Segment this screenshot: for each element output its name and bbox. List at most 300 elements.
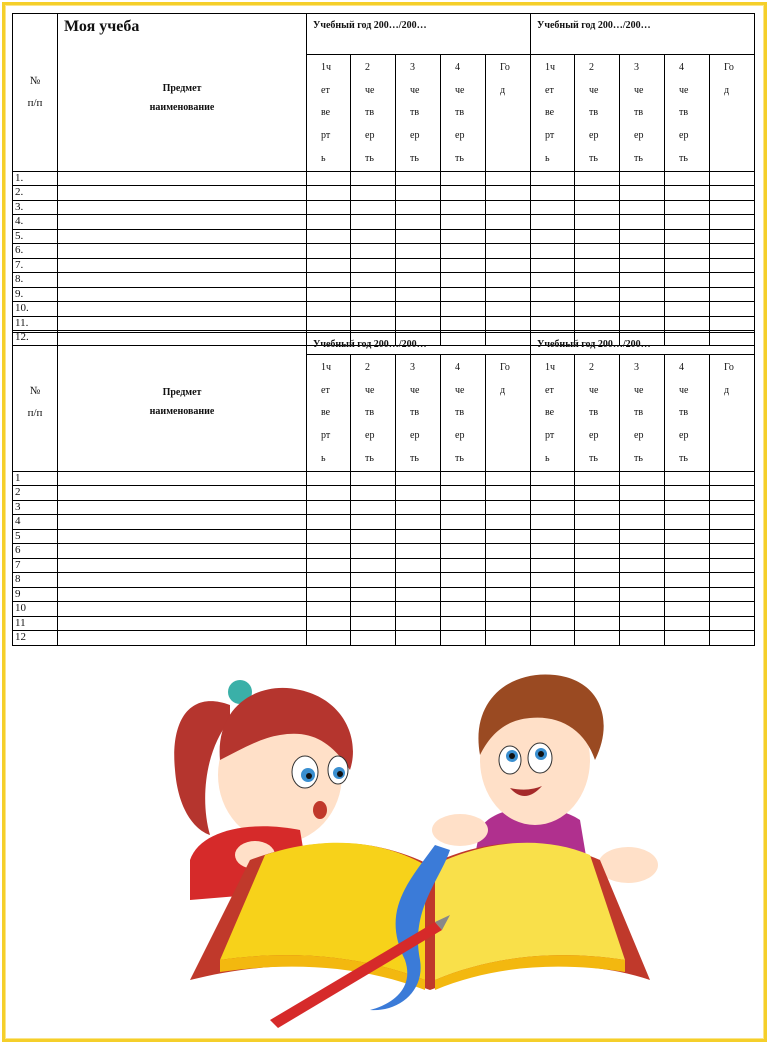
grade-cell[interactable]	[441, 287, 486, 302]
grade-cell[interactable]	[351, 558, 396, 573]
subject-cell[interactable]	[58, 200, 307, 215]
grade-cell[interactable]	[396, 287, 441, 302]
grade-cell[interactable]	[575, 273, 620, 288]
subject-header-line: Предмет	[162, 386, 202, 398]
subject-cell[interactable]	[58, 602, 307, 617]
subject-cell[interactable]	[58, 215, 307, 230]
grade-cell[interactable]	[486, 302, 531, 317]
grade-cell[interactable]	[710, 229, 755, 244]
grade-cell[interactable]	[351, 186, 396, 201]
grade-cell[interactable]	[486, 215, 531, 230]
row-number: 3	[13, 500, 58, 515]
grade-cell[interactable]	[351, 500, 396, 515]
row-number: 4	[13, 515, 58, 530]
grade-cell[interactable]	[486, 529, 531, 544]
grade-cell[interactable]	[575, 229, 620, 244]
grade-cell[interactable]	[575, 316, 620, 331]
grade-cell[interactable]	[441, 631, 486, 646]
grade-cell[interactable]	[351, 631, 396, 646]
grade-cell[interactable]	[351, 258, 396, 273]
grade-cell[interactable]	[710, 486, 755, 501]
grade-cell[interactable]	[307, 515, 351, 530]
quarter-label: 3 че тв ер ть	[410, 62, 420, 164]
grade-cell[interactable]	[620, 587, 665, 602]
quarter-header	[710, 355, 755, 472]
grade-cell[interactable]	[441, 529, 486, 544]
grade-cell[interactable]	[575, 471, 620, 486]
grade-cell[interactable]	[710, 186, 755, 201]
grade-cell[interactable]	[396, 587, 441, 602]
grade-cell[interactable]	[396, 215, 441, 230]
grade-cell[interactable]	[710, 529, 755, 544]
grade-cell[interactable]	[665, 171, 710, 186]
grade-cell[interactable]	[307, 302, 351, 317]
grade-cell[interactable]	[486, 544, 531, 559]
quarter-label: 2 че тв ер ть	[589, 62, 599, 164]
subject-cell[interactable]	[58, 287, 307, 302]
grade-cell[interactable]	[710, 515, 755, 530]
row-number: 11	[13, 616, 58, 631]
grade-cell[interactable]	[307, 186, 351, 201]
table-row	[13, 587, 755, 602]
grade-cell[interactable]	[486, 602, 531, 617]
grade-cell[interactable]	[486, 515, 531, 530]
subject-cell[interactable]	[58, 486, 307, 501]
school-year-header: Учебный год 200…/200…	[307, 14, 531, 55]
grade-cell[interactable]	[486, 573, 531, 588]
grade-cell[interactable]	[620, 273, 665, 288]
grade-cell[interactable]	[351, 515, 396, 530]
grade-cell[interactable]	[531, 602, 575, 617]
grade-cell[interactable]	[396, 602, 441, 617]
grade-cell[interactable]	[351, 587, 396, 602]
grade-cell[interactable]	[351, 229, 396, 244]
grade-cell[interactable]	[665, 558, 710, 573]
grade-cell[interactable]	[620, 302, 665, 317]
subject-cell[interactable]	[58, 244, 307, 259]
subject-cell[interactable]	[58, 171, 307, 186]
grade-cell[interactable]	[710, 302, 755, 317]
grade-cell[interactable]	[307, 602, 351, 617]
grade-cell[interactable]	[575, 500, 620, 515]
grade-cell[interactable]	[396, 302, 441, 317]
row-number: 6	[13, 544, 58, 559]
grade-cell[interactable]	[531, 558, 575, 573]
table-row	[13, 544, 755, 559]
grade-cell[interactable]	[351, 544, 396, 559]
grade-cell[interactable]	[307, 273, 351, 288]
subject-cell[interactable]	[58, 616, 307, 631]
quarter-label: 4 че тв ер ть	[455, 362, 465, 464]
grade-cell[interactable]	[665, 602, 710, 617]
grade-cell[interactable]	[307, 486, 351, 501]
row-number: 5	[13, 529, 58, 544]
grade-cell[interactable]	[710, 287, 755, 302]
grade-cell[interactable]	[396, 471, 441, 486]
grade-cell[interactable]	[307, 500, 351, 515]
grade-cell[interactable]	[575, 287, 620, 302]
grade-cell[interactable]	[665, 215, 710, 230]
grade-cell[interactable]	[531, 171, 575, 186]
grade-cell[interactable]	[486, 273, 531, 288]
grade-cell[interactable]	[351, 302, 396, 317]
grade-cell[interactable]	[710, 200, 755, 215]
grade-cell[interactable]	[396, 500, 441, 515]
quarter-header	[620, 55, 665, 172]
grade-cell[interactable]	[710, 573, 755, 588]
grade-cell[interactable]	[531, 529, 575, 544]
grade-cell[interactable]	[307, 558, 351, 573]
grade-cell[interactable]	[710, 244, 755, 259]
grade-cell[interactable]	[665, 471, 710, 486]
grade-cell[interactable]	[620, 186, 665, 201]
grade-cell[interactable]	[531, 616, 575, 631]
grade-cell[interactable]	[531, 302, 575, 317]
grade-cell[interactable]	[620, 316, 665, 331]
grade-cell[interactable]	[710, 544, 755, 559]
grade-cell[interactable]	[441, 302, 486, 317]
grade-cell[interactable]	[531, 287, 575, 302]
subject-cell[interactable]	[58, 471, 307, 486]
grade-cell[interactable]	[665, 587, 710, 602]
row-number: 1.	[13, 171, 58, 186]
quarter-header	[307, 55, 351, 172]
grade-cell[interactable]	[396, 244, 441, 259]
table-row	[13, 244, 755, 259]
grade-cell[interactable]	[710, 616, 755, 631]
grade-cell[interactable]	[486, 500, 531, 515]
subject-header-line: наименование	[149, 102, 215, 114]
grade-cell[interactable]	[441, 229, 486, 244]
grade-cell[interactable]	[441, 558, 486, 573]
subject-cell[interactable]	[58, 316, 307, 331]
grade-cell[interactable]	[351, 573, 396, 588]
subject-cell[interactable]	[58, 258, 307, 273]
grade-cell[interactable]	[486, 471, 531, 486]
grade-cell[interactable]	[351, 471, 396, 486]
grade-cell[interactable]	[351, 273, 396, 288]
grade-cell[interactable]	[351, 215, 396, 230]
grade-cell[interactable]	[307, 229, 351, 244]
grade-cell[interactable]	[396, 573, 441, 588]
grade-cell[interactable]	[307, 573, 351, 588]
number-header-line: п/п	[27, 406, 43, 419]
grade-cell[interactable]	[307, 244, 351, 259]
row-number: 2	[13, 486, 58, 501]
grade-cell[interactable]	[441, 471, 486, 486]
grade-cell[interactable]	[486, 258, 531, 273]
subject-cell[interactable]	[58, 273, 307, 288]
grade-cell[interactable]	[486, 244, 531, 259]
grade-cell[interactable]	[486, 486, 531, 501]
grade-cell[interactable]	[486, 616, 531, 631]
grade-cell[interactable]	[620, 171, 665, 186]
grade-cell[interactable]	[396, 186, 441, 201]
row-number: 2.	[13, 186, 58, 201]
grade-cell[interactable]	[351, 602, 396, 617]
school-year-header: Учебный год 200…/200…	[531, 14, 755, 55]
grade-cell[interactable]	[486, 287, 531, 302]
grade-cell[interactable]	[575, 200, 620, 215]
row-number: 8	[13, 573, 58, 588]
grade-cell[interactable]	[396, 229, 441, 244]
grade-cell[interactable]	[531, 200, 575, 215]
grade-cell[interactable]	[531, 316, 575, 331]
grade-cell[interactable]	[575, 171, 620, 186]
grade-cell[interactable]	[620, 602, 665, 617]
grade-cell[interactable]	[620, 287, 665, 302]
grade-cell[interactable]	[575, 486, 620, 501]
grade-cell[interactable]	[710, 587, 755, 602]
grade-cell[interactable]	[486, 631, 531, 646]
grade-cell[interactable]	[531, 587, 575, 602]
grade-cell[interactable]	[620, 471, 665, 486]
grade-cell[interactable]	[710, 558, 755, 573]
grade-cell[interactable]	[441, 602, 486, 617]
grade-cell[interactable]	[396, 529, 441, 544]
grade-cell[interactable]	[665, 244, 710, 259]
grade-cell[interactable]	[396, 258, 441, 273]
quarter-label: 1ч ет ве рт ь	[545, 62, 556, 164]
grade-cell[interactable]	[351, 486, 396, 501]
grade-cell[interactable]	[575, 602, 620, 617]
grade-cell[interactable]	[351, 529, 396, 544]
grade-cell[interactable]	[396, 316, 441, 331]
grade-cell[interactable]	[575, 258, 620, 273]
grade-cell[interactable]	[531, 258, 575, 273]
row-number: 12	[13, 631, 58, 646]
grade-cell[interactable]	[396, 200, 441, 215]
grade-cell[interactable]	[486, 558, 531, 573]
grade-cell[interactable]	[531, 544, 575, 559]
grade-cell[interactable]	[307, 587, 351, 602]
grade-cell[interactable]	[441, 587, 486, 602]
grade-cell[interactable]	[710, 273, 755, 288]
grade-cell[interactable]	[441, 244, 486, 259]
grade-cell[interactable]	[531, 186, 575, 201]
grade-cell[interactable]	[710, 316, 755, 331]
grade-cell[interactable]	[620, 573, 665, 588]
grade-cell[interactable]	[665, 515, 710, 530]
subject-cell[interactable]	[58, 515, 307, 530]
grade-cell[interactable]	[531, 486, 575, 501]
subject-cell[interactable]	[58, 558, 307, 573]
grade-cell[interactable]	[710, 602, 755, 617]
grade-cell[interactable]	[441, 215, 486, 230]
grade-cell[interactable]	[665, 316, 710, 331]
grade-cell[interactable]	[620, 229, 665, 244]
grade-cell[interactable]	[486, 587, 531, 602]
quarter-label: Го д	[724, 62, 734, 96]
grade-cell[interactable]	[307, 200, 351, 215]
grade-cell[interactable]	[620, 631, 665, 646]
subject-cell[interactable]	[58, 544, 307, 559]
grade-cell[interactable]	[351, 287, 396, 302]
grade-cell[interactable]	[441, 500, 486, 515]
grade-cell[interactable]	[441, 573, 486, 588]
grade-cell[interactable]	[575, 215, 620, 230]
grade-cell[interactable]	[396, 544, 441, 559]
grade-cell[interactable]	[665, 273, 710, 288]
grade-cell[interactable]	[307, 171, 351, 186]
grade-cell[interactable]	[665, 302, 710, 317]
grade-cell[interactable]	[665, 529, 710, 544]
row-number: 9.	[13, 287, 58, 302]
grade-cell[interactable]	[620, 529, 665, 544]
grade-cell[interactable]	[575, 616, 620, 631]
subject-cell[interactable]	[58, 500, 307, 515]
quarter-label: 2 че тв ер ть	[365, 362, 375, 464]
grade-cell[interactable]	[575, 544, 620, 559]
grade-cell[interactable]	[486, 229, 531, 244]
grade-cell[interactable]	[531, 515, 575, 530]
grade-cell[interactable]	[531, 244, 575, 259]
quarter-label: 1ч ет ве рт ь	[321, 362, 332, 464]
grade-cell[interactable]	[307, 471, 351, 486]
grade-cell[interactable]	[665, 258, 710, 273]
grade-cell[interactable]	[307, 215, 351, 230]
table-row	[13, 200, 755, 215]
row-number: 1	[13, 471, 58, 486]
quarter-header	[351, 355, 396, 472]
row-number: 7.	[13, 258, 58, 273]
grade-cell[interactable]	[441, 544, 486, 559]
grade-cell[interactable]	[665, 486, 710, 501]
subject-cell[interactable]	[58, 529, 307, 544]
grade-cell[interactable]	[665, 186, 710, 201]
subject-cell[interactable]	[58, 631, 307, 646]
grade-cell[interactable]	[486, 200, 531, 215]
grade-cell[interactable]	[396, 486, 441, 501]
grade-cell[interactable]	[575, 573, 620, 588]
subject-cell[interactable]	[58, 186, 307, 201]
grade-cell[interactable]	[620, 215, 665, 230]
grade-cell[interactable]	[710, 500, 755, 515]
grade-cell[interactable]	[575, 302, 620, 317]
grade-cell[interactable]	[351, 200, 396, 215]
quarter-label: 3 че тв ер ть	[634, 62, 644, 164]
grade-cell[interactable]	[351, 244, 396, 259]
grade-cell[interactable]	[441, 186, 486, 201]
grade-cell[interactable]	[531, 631, 575, 646]
grade-cell[interactable]	[441, 171, 486, 186]
header-row	[13, 333, 755, 355]
grade-cell[interactable]	[665, 631, 710, 646]
grade-cell[interactable]	[710, 258, 755, 273]
grade-cell[interactable]	[307, 631, 351, 646]
grade-cell[interactable]	[396, 631, 441, 646]
table-row	[13, 602, 755, 617]
grade-cell[interactable]	[486, 171, 531, 186]
grade-cell[interactable]	[620, 244, 665, 259]
subject-cell[interactable]	[58, 229, 307, 244]
table-row	[13, 171, 755, 186]
grade-cell[interactable]	[396, 171, 441, 186]
subject-cell[interactable]	[58, 587, 307, 602]
grade-cell[interactable]	[396, 558, 441, 573]
grade-cell[interactable]	[531, 471, 575, 486]
grade-cell[interactable]	[307, 529, 351, 544]
grade-cell[interactable]	[665, 229, 710, 244]
grade-cell[interactable]	[575, 631, 620, 646]
grade-cell[interactable]	[665, 544, 710, 559]
children-reading-illustration	[150, 660, 670, 1030]
subject-cell[interactable]	[58, 573, 307, 588]
grade-cell[interactable]	[351, 171, 396, 186]
grade-cell[interactable]	[531, 273, 575, 288]
table-row	[13, 500, 755, 515]
grade-cell[interactable]	[396, 515, 441, 530]
grade-cell[interactable]	[531, 500, 575, 515]
grade-cell[interactable]	[396, 273, 441, 288]
grade-cell[interactable]	[620, 486, 665, 501]
grade-cell[interactable]	[441, 273, 486, 288]
grade-cell[interactable]	[441, 316, 486, 331]
grade-cell[interactable]	[710, 215, 755, 230]
grade-cell[interactable]	[351, 616, 396, 631]
grade-cell[interactable]	[307, 258, 351, 273]
grade-cell[interactable]	[620, 500, 665, 515]
quarter-label: 1ч ет ве рт ь	[321, 62, 332, 164]
quarter-label: 2 че тв ер ть	[365, 62, 375, 164]
grade-cell[interactable]	[575, 587, 620, 602]
grade-cell[interactable]	[665, 573, 710, 588]
grade-cell[interactable]	[620, 258, 665, 273]
grade-cell[interactable]	[441, 258, 486, 273]
grade-cell[interactable]	[665, 200, 710, 215]
grade-cell[interactable]	[307, 616, 351, 631]
grade-cell[interactable]	[575, 515, 620, 530]
subject-cell[interactable]	[58, 302, 307, 317]
grade-cell[interactable]	[710, 471, 755, 486]
grade-cell[interactable]	[665, 616, 710, 631]
school-year-header: Учебный год 200…/200…	[307, 333, 531, 355]
subject-header-text	[60, 383, 304, 421]
grade-cell[interactable]	[665, 287, 710, 302]
grade-cell[interactable]	[620, 616, 665, 631]
grade-cell[interactable]	[710, 631, 755, 646]
grade-cell[interactable]	[620, 200, 665, 215]
grade-cell[interactable]	[620, 515, 665, 530]
grade-cell[interactable]	[575, 529, 620, 544]
grade-cell[interactable]	[531, 215, 575, 230]
grade-cell[interactable]	[620, 544, 665, 559]
grade-cell[interactable]	[575, 244, 620, 259]
grade-cell[interactable]	[531, 229, 575, 244]
table-row	[13, 186, 755, 201]
grade-cell[interactable]	[531, 573, 575, 588]
grade-cell[interactable]	[486, 186, 531, 201]
grade-cell[interactable]	[441, 616, 486, 631]
grade-cell[interactable]	[486, 316, 531, 331]
table-row	[13, 486, 755, 501]
quarter-header	[531, 355, 575, 472]
grade-cell[interactable]	[441, 515, 486, 530]
grade-cell[interactable]	[307, 544, 351, 559]
grade-cell[interactable]	[396, 616, 441, 631]
grade-cell[interactable]	[575, 558, 620, 573]
grade-cell[interactable]	[620, 558, 665, 573]
grade-cell[interactable]	[575, 186, 620, 201]
grade-cell[interactable]	[441, 486, 486, 501]
grade-cell[interactable]	[307, 316, 351, 331]
grade-cell[interactable]	[307, 287, 351, 302]
grade-cell[interactable]	[665, 500, 710, 515]
grade-cell[interactable]	[441, 200, 486, 215]
grade-cell[interactable]	[351, 316, 396, 331]
grade-cell[interactable]	[710, 171, 755, 186]
quarter-header	[441, 55, 486, 172]
